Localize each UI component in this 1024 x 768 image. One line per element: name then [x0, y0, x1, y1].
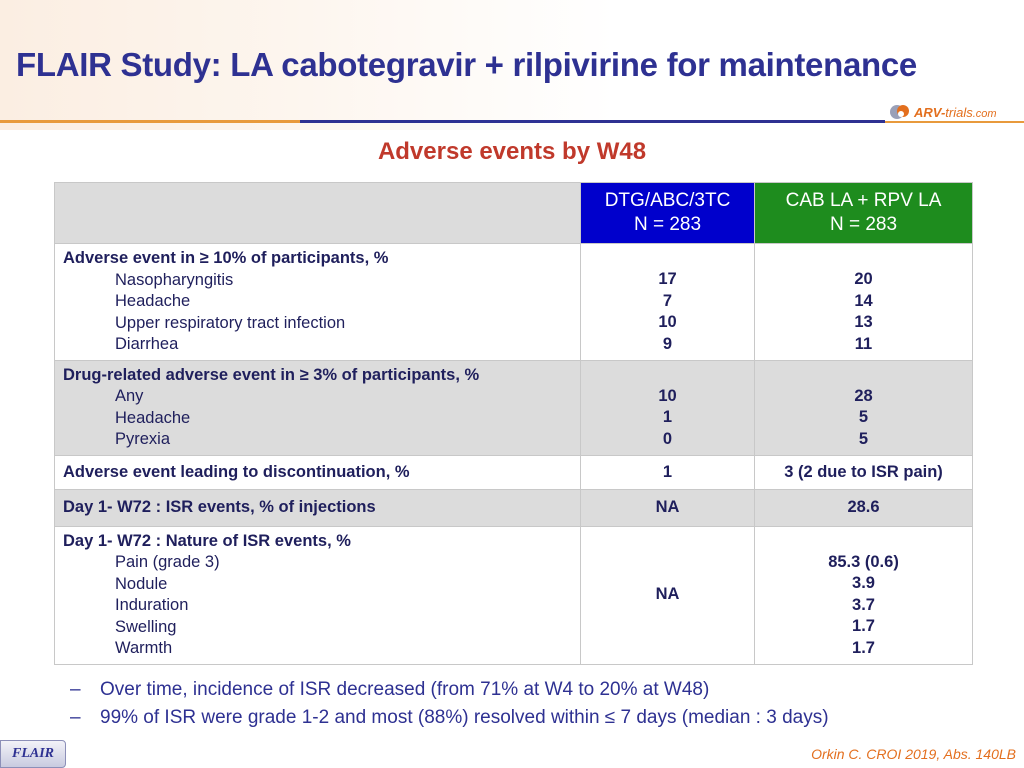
table-row [55, 526, 973, 664]
row-item: Upper respiratory tract infection [115, 313, 346, 332]
row-label-cell [55, 244, 581, 361]
logo-text [914, 105, 997, 120]
title-rule-orange [0, 120, 300, 123]
dtg-value: 10 [658, 386, 677, 405]
row-item: Swelling [115, 617, 177, 636]
cab-value: 3 (2 due to ISR pain) [755, 455, 973, 490]
slide-title: FLAIR Study: LA cabotegravir + rilpivirine for maintenance [16, 46, 917, 83]
logo-icon [888, 102, 912, 122]
header-dtg [581, 183, 755, 244]
cab-values-cell [755, 244, 973, 361]
header-cab-n: N = 283 [829, 214, 898, 235]
dtg-value: 17 [658, 270, 677, 289]
row-item: Any [115, 387, 144, 405]
table-header-row [55, 183, 973, 244]
row-item: Diarrhea [115, 335, 179, 353]
summary-bullets [70, 676, 829, 732]
cab-value: 14 [854, 291, 873, 310]
header-dtg-n: N = 283 [633, 214, 702, 235]
dtg-value: 0 [662, 429, 673, 448]
row-item: Pyrexia [115, 430, 171, 448]
dtg-value: 1 [581, 455, 755, 490]
table-row [55, 490, 973, 527]
row-item: Headache [115, 408, 191, 427]
cab-value: 5 [858, 408, 869, 427]
row-item: Induration [115, 596, 189, 614]
row-item: Nodule [115, 574, 168, 593]
row-label-cell [55, 526, 581, 664]
row-item: Warmth [115, 639, 173, 657]
cab-value: 20 [854, 270, 873, 289]
cab-value: 13 [854, 313, 873, 332]
table-row [55, 455, 973, 490]
row-heading: Day 1- W72 : Nature of ISR events, % [63, 531, 351, 550]
row-heading: Drug-related adverse event in ≥ 3% of participants, % [63, 365, 480, 384]
table-row [55, 360, 973, 455]
cab-value: 3.9 [852, 574, 875, 593]
dtg-values-cell [581, 360, 755, 455]
logo-trials: trials [945, 104, 973, 120]
row-item: Headache [115, 292, 191, 310]
row-heading: Adverse event in ≥ 10% of participants, % [63, 249, 389, 267]
row-label-cell [55, 455, 581, 490]
cab-values-cell [755, 526, 973, 664]
cab-value: 11 [854, 334, 873, 353]
table-row [55, 244, 973, 361]
header-cab-regimen: CAB LA + RPV LA [785, 190, 942, 211]
header-dtg-regimen: DTG/ABC/3TC [604, 190, 731, 211]
adverse-events-table [54, 182, 973, 665]
title-rule-blue [300, 120, 885, 123]
logo-com: .com [972, 107, 997, 120]
dtg-value: NA [581, 490, 755, 527]
cab-value: 5 [858, 429, 869, 448]
cab-value: 1.7 [852, 638, 875, 657]
header-empty-cell [55, 183, 581, 244]
flair-badge: FLAIR [0, 740, 66, 768]
bullet-item: – Over time, incidence of ISR decreased (from 71% at W4 to 20% at W48) [70, 676, 829, 704]
dtg-value: 7 [662, 291, 673, 310]
bullet-item: – 99% of ISR were grade 1-2 and most (88%) resolved within ≤ 7 days (median : 3 days) [70, 704, 829, 732]
logo-arv: ARV- [914, 104, 946, 120]
row-item: Nasopharyngitis [115, 270, 234, 289]
dtg-value: 9 [662, 334, 673, 353]
citation: Orkin C. CROI 2019, Abs. 140LB [811, 746, 1016, 762]
row-label-cell [55, 490, 581, 527]
cab-values-cell [755, 360, 973, 455]
dtg-values-cell [581, 244, 755, 361]
dtg-value: 1 [662, 408, 673, 427]
cab-value: 28.6 [755, 490, 973, 527]
cab-value: 85.3 (0.6) [828, 552, 899, 571]
cab-value: 1.7 [852, 617, 875, 636]
cab-value: 3.7 [852, 595, 875, 614]
dtg-value: NA [581, 526, 755, 664]
row-heading: Adverse event leading to discontinuation, % [63, 462, 410, 481]
row-heading: Day 1- W72 : ISR events, % of injections [63, 498, 376, 516]
header-cab [755, 183, 973, 244]
row-item: Pain (grade 3) [115, 553, 220, 571]
dtg-value: 10 [658, 313, 677, 332]
arv-trials-logo [888, 100, 997, 124]
cab-value: 28 [854, 386, 873, 405]
slide-subtitle: Adverse events by W48 [377, 138, 647, 165]
row-label-cell [55, 360, 581, 455]
